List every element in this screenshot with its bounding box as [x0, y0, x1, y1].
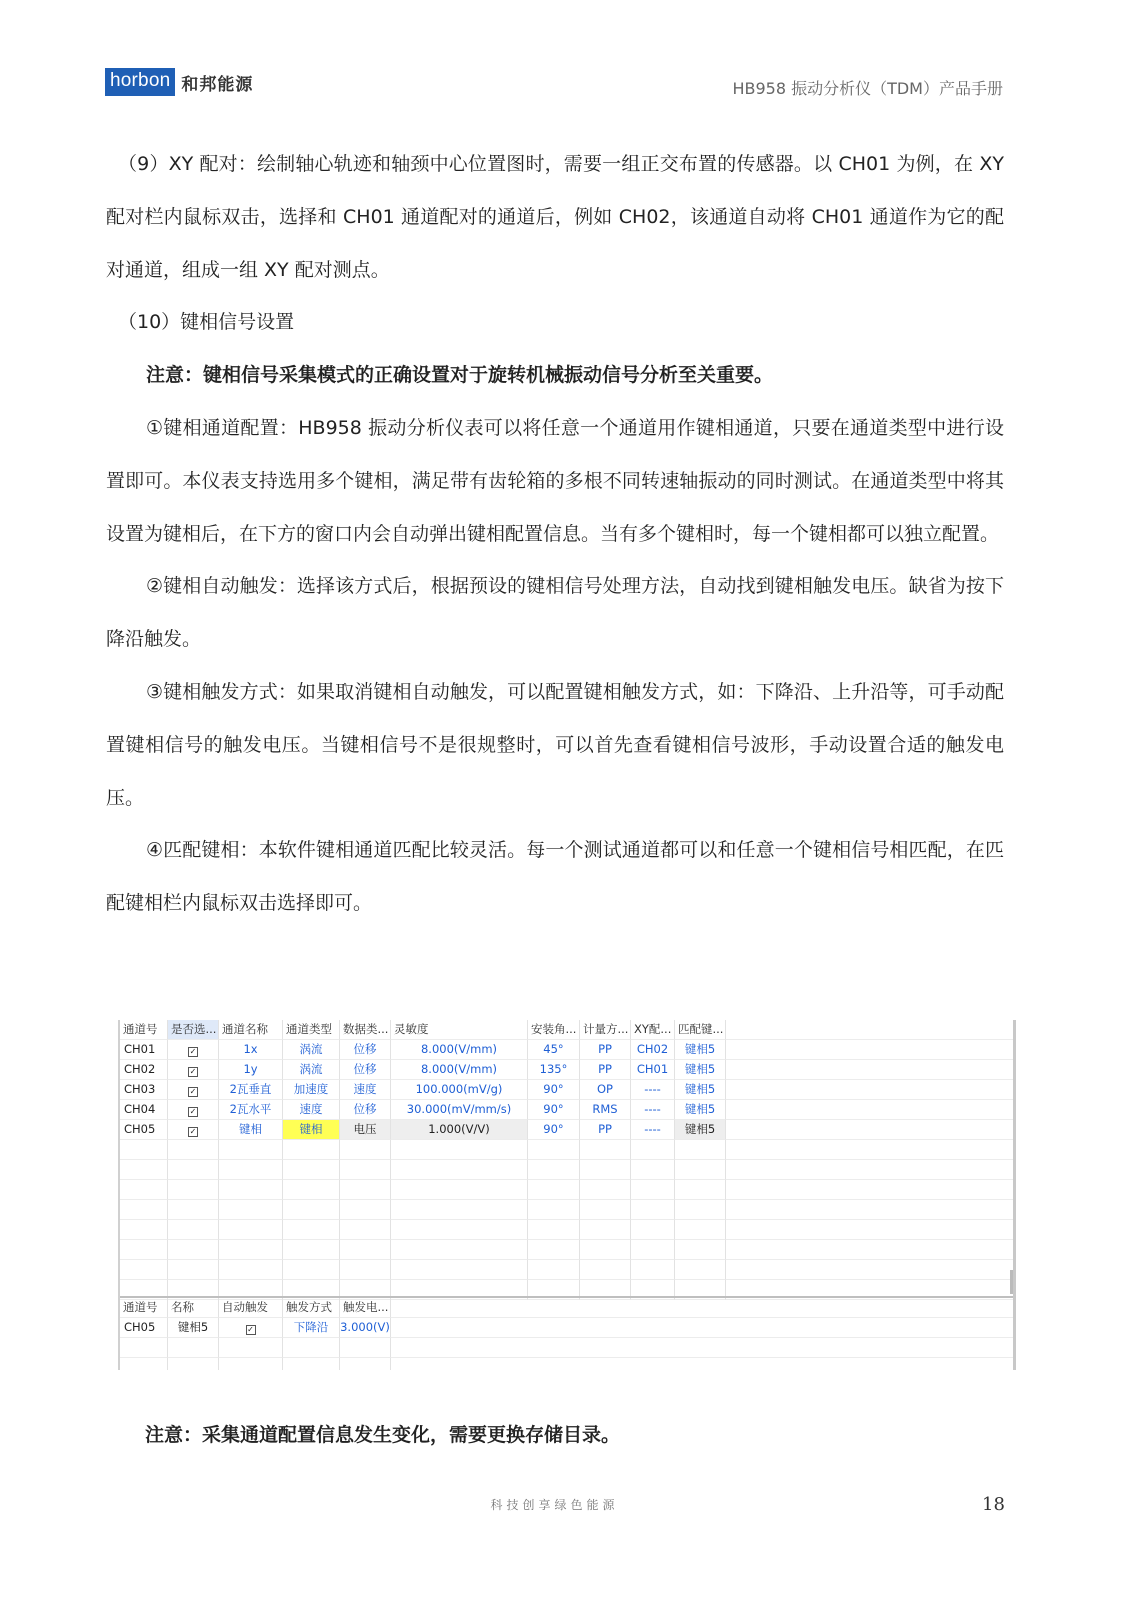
logo-wordmark: horbon [105, 68, 175, 96]
column-header[interactable]: 通道名称 [219, 1020, 283, 1040]
empty-cell [580, 1200, 631, 1220]
empty-cell [283, 1338, 340, 1358]
table-cell[interactable]: 键相5 [675, 1100, 726, 1120]
table-cell[interactable]: 速度 [283, 1100, 340, 1120]
empty-cell [580, 1260, 631, 1280]
logo-company-name: 和邦能源 [181, 74, 254, 95]
empty-cell [168, 1160, 219, 1180]
table-cell[interactable]: CH01 [631, 1060, 675, 1080]
column-header[interactable]: 触发电... [340, 1298, 391, 1318]
note-keyphase: 注意：键相信号采集模式的正确设置对于旋转机械振动信号分析至关重要。 [146, 364, 774, 387]
paragraph-match-keyphase: ④匹配键相：本软件键相通道匹配比较灵活。每一个测试通道都可以和任意一个键相信号相匹配，在匹配键相栏内鼠标双击选择即可。 [106, 839, 1004, 915]
empty-cell [340, 1260, 391, 1280]
empty-cell [675, 1140, 726, 1160]
empty-cell [219, 1180, 283, 1200]
empty-cell [631, 1160, 675, 1180]
empty-cell [120, 1180, 168, 1200]
column-header[interactable]: 灵敏度 [391, 1020, 528, 1040]
section-heading-keyphase: （10）键相信号设置 [118, 311, 295, 334]
row-filler [726, 1100, 1013, 1120]
empty-cell [283, 1260, 340, 1280]
scrollbar-thumb[interactable] [1010, 1270, 1013, 1294]
table-row[interactable] [120, 1260, 1013, 1280]
column-header[interactable]: 安装角... [528, 1020, 580, 1040]
row-filler [726, 1260, 1013, 1280]
row-filler [726, 1080, 1013, 1100]
table-row[interactable] [120, 1140, 1013, 1160]
empty-cell [283, 1180, 340, 1200]
empty-cell [168, 1260, 219, 1280]
table-cell[interactable]: CH01 [120, 1040, 168, 1060]
empty-cell [528, 1220, 580, 1240]
empty-cell [120, 1200, 168, 1220]
empty-cell [219, 1200, 283, 1220]
paragraph-auto-trigger: ②键相自动触发：选择该方式后，根据预设的键相信号处理方法，自动找到键相触发电压。缺省为按下降沿触发。 [106, 575, 1004, 651]
empty-cell [168, 1240, 219, 1260]
empty-cell [168, 1140, 219, 1160]
empty-cell [120, 1338, 168, 1358]
checkbox-check-icon[interactable]: ✓ [189, 1047, 197, 1056]
table-cell[interactable]: 键相5 [675, 1040, 726, 1060]
column-header-filler [391, 1298, 1013, 1318]
empty-cell [219, 1240, 283, 1260]
table-row[interactable] [120, 1160, 1013, 1180]
empty-cell [528, 1200, 580, 1220]
empty-cell [580, 1140, 631, 1160]
empty-cell [120, 1358, 168, 1370]
empty-cell [391, 1260, 528, 1280]
table-cell[interactable]: 键相5 [675, 1120, 726, 1140]
empty-cell [168, 1338, 219, 1358]
empty-cell [340, 1160, 391, 1180]
empty-cell [120, 1240, 168, 1260]
empty-cell [340, 1180, 391, 1200]
table-cell[interactable]: PP [580, 1040, 631, 1060]
row-filler [726, 1240, 1013, 1260]
footer-slogan: 科技创享绿色能源 [490, 1498, 619, 1512]
empty-cell [168, 1220, 219, 1240]
row-filler [726, 1120, 1013, 1140]
empty-cell [219, 1220, 283, 1240]
empty-cell [631, 1260, 675, 1280]
table-header-row [120, 1020, 1013, 1040]
column-header-filler [726, 1020, 1013, 1040]
table-cell[interactable]: 键相5 [675, 1080, 726, 1100]
empty-cell [340, 1338, 391, 1358]
empty-cell [219, 1338, 283, 1358]
column-header[interactable]: 自动触发 [219, 1298, 283, 1318]
table-cell[interactable]: ---- [631, 1100, 675, 1120]
empty-cell [528, 1160, 580, 1180]
row-filler [726, 1200, 1013, 1220]
table-cell[interactable]: 2瓦垂直 [219, 1080, 283, 1100]
select-checkbox[interactable] [219, 1318, 283, 1338]
table-cell[interactable]: ---- [631, 1120, 675, 1140]
table-cell[interactable]: CH02 [120, 1060, 168, 1080]
company-logo [105, 68, 253, 96]
column-header[interactable]: XY配... [631, 1020, 675, 1040]
table-cell[interactable]: 135° [528, 1060, 580, 1080]
column-header[interactable]: 通道类型 [283, 1020, 340, 1040]
table-cell[interactable]: 1x [219, 1040, 283, 1060]
software-screenshot [118, 1020, 1016, 1370]
table-cell[interactable]: ---- [631, 1080, 675, 1100]
table-cell[interactable]: 涡流 [283, 1060, 340, 1080]
column-header[interactable]: 通道号 [120, 1298, 168, 1318]
empty-cell [340, 1200, 391, 1220]
empty-cell [283, 1140, 340, 1160]
row-filler [726, 1040, 1013, 1060]
table-header-row [120, 1298, 1013, 1318]
table-row[interactable] [120, 1060, 1013, 1080]
select-checkbox[interactable] [168, 1040, 219, 1060]
checkbox-check-icon[interactable]: ✓ [189, 1107, 197, 1116]
empty-cell [391, 1140, 528, 1160]
row-filler [391, 1318, 1013, 1338]
table-row[interactable] [120, 1080, 1013, 1100]
row-filler [726, 1220, 1013, 1240]
column-header[interactable]: 触发方式 [283, 1298, 340, 1318]
checkbox-check-icon[interactable]: ✓ [247, 1325, 254, 1334]
table-cell[interactable]: 1y [219, 1060, 283, 1080]
select-checkbox[interactable] [168, 1060, 219, 1080]
table-cell[interactable]: 90° [528, 1120, 580, 1140]
table-cell[interactable]: 30.000(mV/mm/s) [391, 1100, 528, 1120]
table-cell[interactable]: RMS [580, 1100, 631, 1120]
empty-cell [580, 1180, 631, 1200]
empty-cell [631, 1140, 675, 1160]
table-cell[interactable]: 1.000(V/V) [391, 1120, 528, 1140]
table-row[interactable] [120, 1318, 1013, 1338]
empty-cell [528, 1260, 580, 1280]
empty-cell [120, 1160, 168, 1180]
paragraph-trigger-mode: ③键相触发方式：如果取消键相自动触发，可以配置键相触发方式，如：下降沿、上升沿等，可手动配置键相信号的触发电压。当键相信号不是很规整时，可以首先查看键相信号波形，手动设置合适的触发电压。 [106, 680, 1004, 809]
empty-cell [219, 1358, 283, 1370]
empty-cell [340, 1220, 391, 1240]
empty-cell [283, 1240, 340, 1260]
row-filler [726, 1180, 1013, 1200]
checkbox-check-icon[interactable]: ✓ [189, 1127, 197, 1136]
table-cell[interactable]: 下降沿 [283, 1318, 340, 1338]
row-filler [726, 1160, 1013, 1180]
page-number: 18 [982, 1494, 1005, 1515]
row-filler [726, 1060, 1013, 1080]
table-cell[interactable]: 速度 [340, 1080, 391, 1100]
table-cell[interactable]: 8.000(V/mm) [391, 1040, 528, 1060]
empty-cell [675, 1260, 726, 1280]
empty-cell [631, 1240, 675, 1260]
manual-title: HB958 振动分析仪（TDM）产品手册 [732, 79, 1003, 98]
table-cell[interactable]: 键相 [219, 1120, 283, 1140]
table-row[interactable] [120, 1338, 1013, 1358]
table-cell[interactable]: 8.000(V/mm) [391, 1060, 528, 1080]
empty-cell [675, 1240, 726, 1260]
column-header[interactable]: 名称 [168, 1298, 219, 1318]
empty-cell [120, 1260, 168, 1280]
row-filler [391, 1338, 1013, 1358]
empty-cell [391, 1200, 528, 1220]
checkbox-check-icon[interactable]: ✓ [189, 1087, 197, 1096]
empty-cell [580, 1220, 631, 1240]
empty-cell [580, 1160, 631, 1180]
table-row[interactable] [120, 1180, 1013, 1200]
column-header[interactable]: 是否选... [168, 1020, 219, 1040]
table-cell[interactable]: CH03 [120, 1080, 168, 1100]
table-cell[interactable]: 45° [528, 1040, 580, 1060]
empty-cell [391, 1220, 528, 1240]
table-row[interactable] [120, 1040, 1013, 1060]
body-text [106, 138, 1004, 930]
column-header[interactable]: 通道号 [120, 1020, 168, 1040]
empty-cell [631, 1200, 675, 1220]
checkbox-check-icon[interactable]: ✓ [189, 1067, 197, 1076]
empty-cell [340, 1358, 391, 1370]
select-checkbox[interactable] [168, 1100, 219, 1120]
empty-cell [219, 1260, 283, 1280]
empty-cell [631, 1180, 675, 1200]
empty-cell [120, 1220, 168, 1240]
empty-cell [675, 1160, 726, 1180]
empty-cell [283, 1358, 340, 1370]
table-cell[interactable]: 位移 [340, 1100, 391, 1120]
page-header [0, 0, 1131, 120]
table-row[interactable] [120, 1240, 1013, 1260]
table-row[interactable] [120, 1120, 1013, 1140]
empty-cell [283, 1200, 340, 1220]
table-cell[interactable]: OP [580, 1080, 631, 1100]
empty-cell [340, 1240, 391, 1260]
table-row[interactable] [120, 1358, 1013, 1370]
table-row[interactable] [120, 1100, 1013, 1120]
empty-cell [168, 1180, 219, 1200]
empty-cell [580, 1240, 631, 1260]
empty-cell [340, 1140, 391, 1160]
empty-cell [391, 1160, 528, 1180]
table-cell[interactable]: 涡流 [283, 1040, 340, 1060]
table-cell[interactable]: CH04 [120, 1100, 168, 1120]
note-storage: 注意：采集通道配置信息发生变化，需要更换存储目录。 [145, 1424, 621, 1446]
table-cell[interactable]: 位移 [340, 1060, 391, 1080]
column-header[interactable]: 数据类... [340, 1020, 391, 1040]
paragraph-keyphase-channel: ①键相通道配置：HB958 振动分析仪表可以将任意一个通道用作键相通道，只要在通道类型中进行设置即可。本仪表支持选用多个键相，满足带有齿轮箱的多根不同转速轴振动的同时测试。在通道类型中将其设置为键相后，在下方的窗口内会自动弹出键相配置信息。当有多个键相时，每一个键相都可以独立配置。 [106, 416, 1004, 545]
table-cell[interactable]: PP [580, 1120, 631, 1140]
table-cell[interactable]: CH02 [631, 1040, 675, 1060]
table-row[interactable] [120, 1220, 1013, 1240]
table-cell[interactable]: 电压 [340, 1120, 391, 1140]
table-cell[interactable]: 键相 [283, 1120, 340, 1140]
empty-cell [168, 1358, 219, 1370]
empty-cell [675, 1180, 726, 1200]
table-cell[interactable]: 2瓦水平 [219, 1100, 283, 1120]
table-cell[interactable]: PP [580, 1060, 631, 1080]
empty-cell [528, 1140, 580, 1160]
empty-cell [391, 1180, 528, 1200]
select-checkbox[interactable] [168, 1080, 219, 1100]
select-checkbox[interactable] [168, 1120, 219, 1140]
empty-cell [675, 1220, 726, 1240]
column-header[interactable]: 匹配键... [675, 1020, 726, 1040]
table-row[interactable] [120, 1200, 1013, 1220]
table-cell[interactable]: 3.000(V) [340, 1318, 391, 1338]
table-cell[interactable]: CH05 [120, 1318, 168, 1338]
empty-cell [391, 1240, 528, 1260]
empty-cell [219, 1160, 283, 1180]
table-cell[interactable]: 100.000(mV/g) [391, 1080, 528, 1100]
paragraph-xy-pairing: （9）XY 配对：绘制轴心轨迹和轴颈中心位置图时，需要一组正交布置的传感器。以 CH01 为例，在 XY 配对栏内鼠标双击，选择和 CH01 通道配对的通道后，例如 CH02，该通道自动将 CH01 通道作为它的配对通道，组成一组 XY 配对测点。 [106, 153, 1004, 281]
page-footer [0, 1490, 1131, 1530]
table-cell[interactable]: 位移 [340, 1040, 391, 1060]
empty-cell [675, 1200, 726, 1220]
empty-cell [283, 1160, 340, 1180]
table-cell[interactable]: 90° [528, 1080, 580, 1100]
row-filler [391, 1358, 1013, 1370]
table-cell[interactable]: 键相5 [675, 1060, 726, 1080]
empty-cell [219, 1140, 283, 1160]
row-filler [726, 1140, 1013, 1160]
empty-cell [120, 1140, 168, 1160]
empty-cell [528, 1180, 580, 1200]
table-cell[interactable]: 加速度 [283, 1080, 340, 1100]
table-cell[interactable]: CH05 [120, 1120, 168, 1140]
table-cell[interactable]: 90° [528, 1100, 580, 1120]
table-cell[interactable]: 键相5 [168, 1318, 219, 1338]
column-header[interactable]: 计量方... [580, 1020, 631, 1040]
empty-cell [528, 1240, 580, 1260]
empty-cell [168, 1200, 219, 1220]
empty-cell [283, 1220, 340, 1240]
empty-cell [631, 1220, 675, 1240]
